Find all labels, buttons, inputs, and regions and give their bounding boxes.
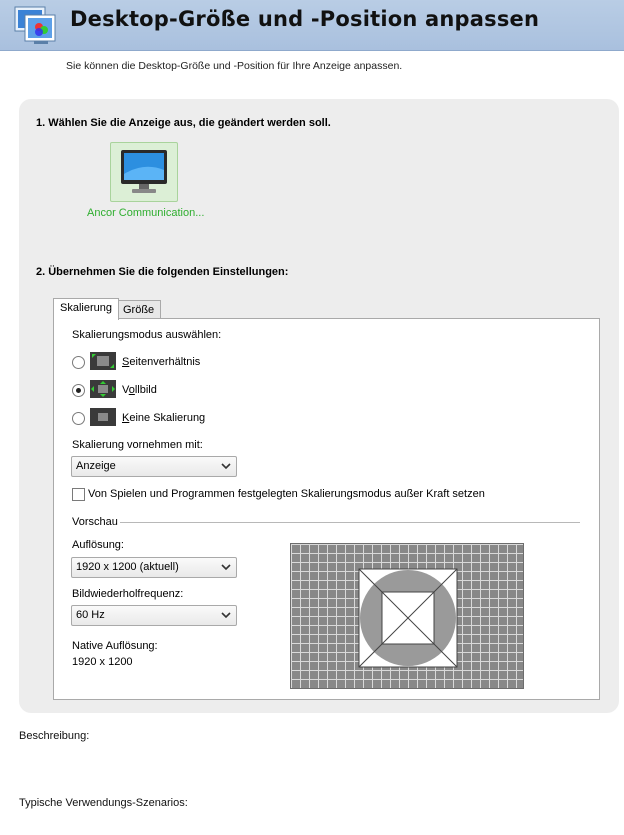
- resolution-select[interactable]: [71, 557, 237, 578]
- tab-scaling[interactable]: Skalierung: [53, 298, 119, 320]
- mode-no-scaling-label[interactable]: Keine Skalierung: [122, 412, 206, 424]
- override-checkbox[interactable]: [72, 488, 85, 501]
- perform-with-value: Anzeige: [76, 460, 116, 472]
- preview-label: Vorschau: [72, 516, 118, 528]
- scaling-mode-label: Skalierungsmodus auswählen:: [72, 329, 222, 341]
- radio-no-scaling[interactable]: [72, 412, 85, 425]
- radio-aspect-ratio[interactable]: [72, 356, 85, 369]
- page-subtitle: Sie können die Desktop-Größe und -Position für Ihre Anzeige anpassen.: [66, 60, 403, 72]
- step1-title: 1. Wählen Sie die Anzeige aus, die geändert werden soll.: [36, 117, 331, 129]
- display-name-label[interactable]: Ancor Communication...: [87, 207, 205, 219]
- step2-title: 2. Übernehmen Sie die folgenden Einstellungen:: [36, 266, 289, 278]
- chevron-down-icon: [221, 561, 231, 573]
- refresh-rate-value: 60 Hz: [76, 609, 105, 621]
- native-resolution-label: Native Auflösung:: [72, 640, 158, 652]
- perform-with-label: Skalierung vornehmen mit:: [72, 439, 203, 451]
- perform-with-select[interactable]: [71, 456, 237, 477]
- mode-aspect-ratio-label[interactable]: Seitenverhältnis: [122, 356, 201, 368]
- display-settings-icon: [14, 5, 58, 47]
- tab-size[interactable]: Größe: [116, 300, 161, 320]
- resolution-label: Auflösung:: [72, 539, 124, 551]
- override-checkbox-label[interactable]: Von Spielen und Programmen festgelegten Skalierungsmodus außer Kraft setzen: [88, 488, 485, 500]
- radio-fullscreen[interactable]: [72, 384, 85, 397]
- refresh-rate-label: Bildwiederholfrequenz:: [72, 588, 184, 600]
- monitor-icon: [119, 148, 169, 198]
- mode-fullscreen-label[interactable]: Vollbild: [122, 384, 157, 396]
- page-title: Desktop-Größe und -Position anpassen: [70, 7, 540, 31]
- refresh-rate-select[interactable]: [71, 605, 237, 626]
- native-resolution-value: 1920 x 1200: [72, 656, 133, 668]
- chevron-down-icon: [221, 609, 231, 621]
- description-label: Beschreibung:: [19, 730, 90, 742]
- resolution-value: 1920 x 1200 (aktuell): [76, 561, 179, 573]
- chevron-down-icon: [221, 460, 231, 472]
- page-header: [0, 0, 624, 51]
- scenarios-label: Typische Verwendungs-Szenarios:: [19, 797, 188, 809]
- display-selector-tile[interactable]: [110, 142, 178, 202]
